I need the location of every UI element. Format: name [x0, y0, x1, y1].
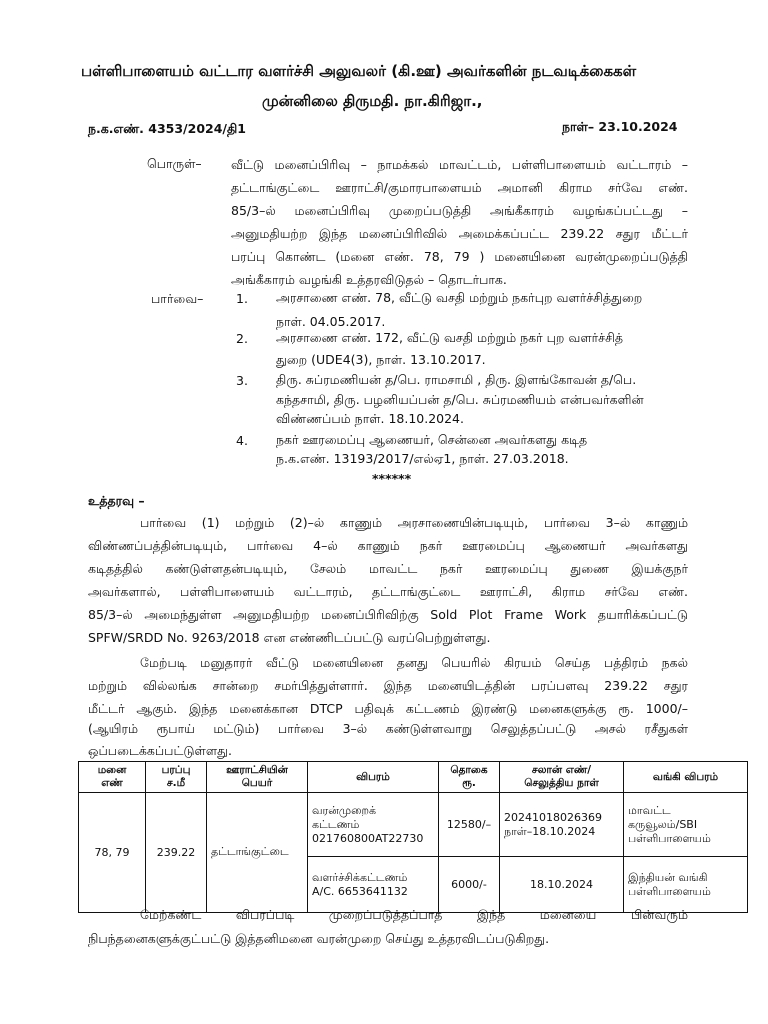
header-text: ரூ. [462, 777, 476, 789]
subject-line: 85/3–ல் மனைப்பிரிவு முறைப்படுத்தி அங்கீகாரம் வழங்கப்பட்டது – [231, 203, 688, 218]
paragraph-line: மீட்டர் ஆகும். இந்த மனைக்கான DTCP பதிவுக் கட்டணம் இரண்டு மனைகளுக்கு ரூ. 1000/– [88, 701, 688, 716]
header-text: வங்கி விபரம் [652, 770, 719, 783]
header-text: விபரம் [356, 770, 390, 783]
header-area [146, 762, 207, 793]
cell-challan: 18.10.2024 [500, 857, 624, 913]
cell-amount: 6000/- [439, 857, 500, 913]
header-bank [624, 762, 748, 793]
paragraph-line: விண்ணப்பத்தின்படியும், பார்வை 4–ல் காணும் நகர் ஊரமைப்பு ஆணையர் அவர்களது [88, 538, 688, 553]
subject-label: பொருள்– [147, 156, 202, 171]
header-details [308, 762, 439, 793]
reference-line: ந.க.எண். 13193/2017/எல்ஏ1, நாள். 27.03.2018. [276, 451, 569, 466]
cell-area: 239.22 [146, 793, 207, 913]
subject-line: அனுமதியற்ற இந்த மனைப்பிரிவில் அமைக்கப்பட்ட 239.22 சதுர மீட்டர் [231, 226, 688, 241]
header-text: செலுத்திய நாள் [524, 777, 599, 789]
table-row [79, 793, 748, 857]
reference-number: 1. [236, 291, 248, 306]
reference-line: நாள். 04.05.2017. [276, 314, 386, 329]
header-text: தொகை [450, 764, 488, 776]
reference-number: 4. [236, 433, 248, 448]
paragraph-line: ஒப்படைக்கப்பட்டுள்ளது. [88, 743, 232, 758]
section-separator: ****** [372, 471, 412, 486]
header-panchayat [207, 762, 308, 793]
reference-line: விண்ணப்பம் நாள். 18.10.2024. [276, 411, 464, 426]
document-title-line1: பள்ளிபாளையம் வட்டார வளர்ச்சி அலுவலர் (கி.ஊ) அவர்களின் நடவடிக்கைகள் [81, 62, 637, 80]
reference-number: 2. [236, 331, 248, 346]
header-text: எண் [101, 777, 123, 789]
cell-line: வரன்முறைக் [312, 803, 377, 817]
paragraph-line: பார்வை (1) மற்றும் (2)–ல் காணும் அரசாணையின்படியும், பார்வை 3–ல் காணும் [140, 515, 688, 530]
subject-line: அங்கீகாரம் வழங்கி உத்தரவிடுதல் – தொடர்பாக. [231, 272, 507, 287]
references-label: பார்வை– [151, 291, 204, 306]
paragraph-line: அவர்களால், பள்ளிபாளையம் வட்டாரம், தட்டாங்குட்டை ஊராட்சி, கிராம சர்வே எண். [88, 584, 688, 599]
cell-line: கருவூலம்/SBI [628, 817, 698, 831]
cell-bank [624, 793, 748, 857]
cell-line: கட்டணம் [312, 817, 360, 831]
order-label: உத்தரவு – [88, 493, 145, 508]
reference-line: அரசாணை எண். 172, வீட்டு வசதி மற்றும் நகர் புற வளர்ச்சித் [276, 330, 624, 345]
header-text: பரப்பு [161, 764, 191, 776]
paragraph-line: 85/3–ல் அமைந்துள்ள அனுமதியற்ற மனைப்பிரிவிற்கு Sold Plot Frame Work தயாரிக்கப்பட்டு [88, 607, 688, 622]
header-challan [500, 762, 624, 793]
cell-challan [500, 793, 624, 857]
cell-line: 20241018026369 [504, 810, 602, 824]
paragraph-line: நிபந்தனைகளுக்குட்பட்டு இத்தனிமனை வரன்முறை செய்து உத்தரவிடப்படுகிறது. [88, 931, 550, 946]
paragraph-line: கடிதத்தில் கண்டுள்ளதன்படியும், சேலம் மாவட்ட நகர் ஊரமைப்பு துணை இயக்குநர் [88, 561, 688, 576]
fee-payment-table [78, 761, 748, 913]
order-date: நாள்– 23.10.2024 [562, 119, 678, 134]
cell-line: பள்ளிபாளையம் [628, 831, 711, 845]
header-text: மனை [97, 764, 127, 776]
reference-line: திரு. சுப்ரமணியன் த/பெ. ராமசாமி , திரு. இளங்கோவன் த/பெ. [276, 372, 637, 387]
paragraph-line: மற்றும் வில்லங்க சான்றை சமர்பித்துள்ளார். இந்த மனையிடத்தின் பரப்பளவு 239.22 சதுர [88, 678, 688, 693]
cell-line: நாள்–18.10.2024 [504, 824, 596, 838]
reference-line: கந்தசாமி, திரு. பழனியப்பன் த/பெ. சுப்ரமணியம் என்பவர்களின் [276, 392, 644, 407]
paragraph-line: மேற்படி மனுதாரர் வீட்டு மனையினை தனது பெயரில் கிரயம் செய்த பத்திரம் நகல் [140, 655, 688, 670]
header-text: ஊராட்சியின் [226, 764, 288, 776]
header-amount [439, 762, 500, 793]
header-text: ச.மீ [166, 777, 186, 789]
reference-line: துறை (UDE4(3), நாள். 13.10.2017. [276, 352, 486, 367]
reference-number: ந.க.எண். 4353/2024/தி1 [88, 121, 246, 136]
header-text: பெயர் [241, 777, 273, 789]
header-plot-number [79, 762, 146, 793]
cell-details [308, 793, 439, 857]
subject-line: பரப்பு கொண்ட (மனை எண். 78, 79 ) மனையினை வரன்முறைப்படுத்தி [231, 249, 688, 264]
paragraph-line: (ஆயிரம் ரூபாய் மட்டும்) பார்வை 3–ல் கண்டுள்ளவாறு செலுத்தப்பட்டு அசல் ரசீதுகள் [88, 721, 688, 736]
subject-line: வீட்டு மனைப்பிரிவு – நாமக்கல் மாவட்டம், பள்ளிபாளையம் வட்டாரம் – [231, 157, 688, 172]
header-text: சலான் எண்/ [531, 764, 592, 776]
cell-plot-number: 78, 79 [79, 793, 146, 913]
subject-line: தட்டாங்குட்டை ஊராட்சி/குமாரபாளையம் அமானி கிராம சர்வே எண். [231, 180, 688, 195]
cell-line: இந்தியன் வங்கி [628, 870, 708, 884]
reference-number: 3. [236, 373, 248, 388]
cell-amount: 12580/– [439, 793, 500, 857]
reference-line: நகர் ஊரமைப்பு ஆணையர், சென்னை அவர்களது கடித [276, 432, 588, 447]
reference-line: அரசாணை எண். 78, வீட்டு வசதி மற்றும் நகர்புற வளர்ச்சித்துறை [276, 290, 643, 305]
table-header-row [79, 762, 748, 793]
cell-line: A/C. 6653641132 [312, 884, 408, 898]
cell-line: 021760800AT22730 [312, 831, 424, 845]
cell-line: மாவட்ட [628, 803, 671, 817]
cell-line: வளர்ச்சிக்கட்டணம் [312, 870, 408, 884]
paragraph-line: SPFW/SRDD No. 9263/2018 என எண்ணிடப்பட்டு வரப்பெற்றுள்ளது. [88, 630, 491, 645]
paragraph-line: மேற்கண்ட விபரப்படி முறைப்படுத்தப்பாத இந்த மனையை பின்வரும் [140, 907, 688, 922]
cell-line: பள்ளிபாளையம் [628, 884, 711, 898]
cell-panchayat: தட்டாங்குட்டை [207, 793, 308, 913]
document-title-line2: முன்னிலை திருமதி. நா.கிரிஜா., [262, 92, 483, 110]
